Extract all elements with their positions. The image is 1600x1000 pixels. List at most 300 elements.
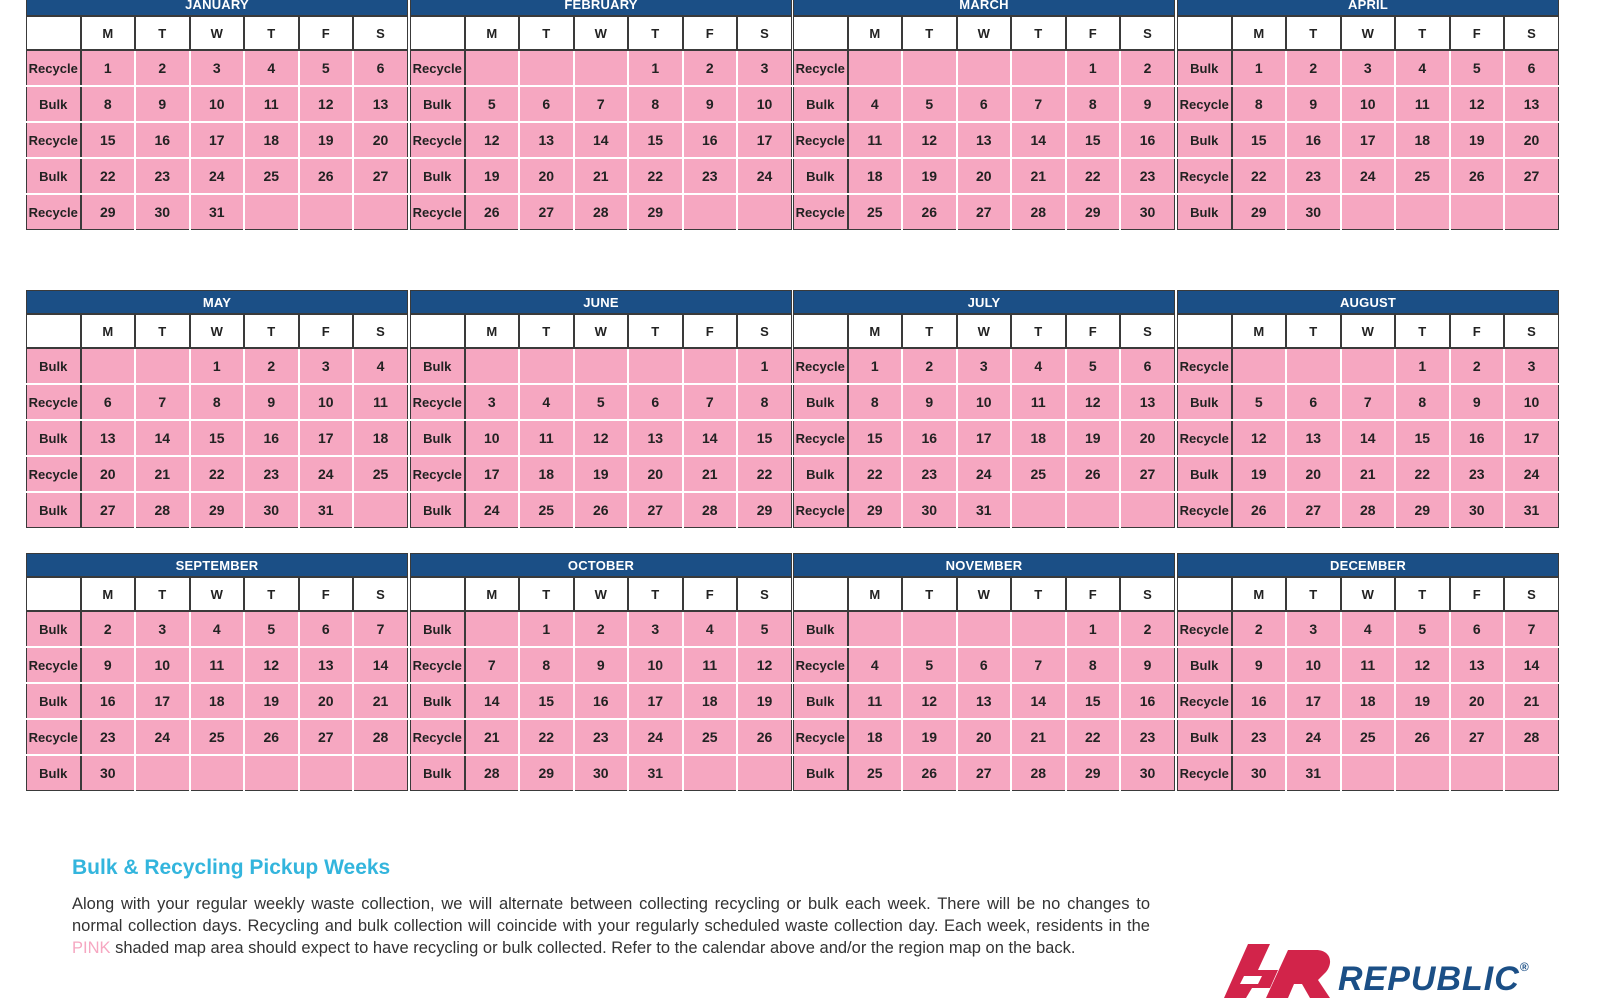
day-cell: 21	[574, 158, 629, 194]
corner-cell	[794, 314, 848, 348]
day-cell: 4	[1395, 50, 1450, 86]
day-cell: 26	[1232, 492, 1287, 528]
day-cell: 20	[1120, 420, 1175, 456]
pickup-type-label: Recycle	[794, 719, 848, 755]
day-cell: 7	[1011, 647, 1066, 683]
month-august	[1177, 290, 1559, 528]
day-cell: 27	[957, 194, 1012, 230]
day-cell: 16	[1286, 122, 1341, 158]
weekday-header: T	[1395, 16, 1450, 50]
day-cell: 22	[1066, 719, 1121, 755]
day-cell: 27	[353, 158, 408, 194]
day-cell: 28	[1011, 194, 1066, 230]
day-cell: 26	[244, 719, 299, 755]
day-cell: 14	[1341, 420, 1396, 456]
day-cell: 4	[683, 611, 738, 647]
week-row	[411, 719, 792, 755]
day-cell: 11	[848, 683, 903, 719]
weekday-header: T	[1286, 16, 1341, 50]
day-cell: 14	[1504, 647, 1559, 683]
day-cell	[683, 194, 738, 230]
day-cell: 14	[1011, 122, 1066, 158]
weekday-header: M	[465, 577, 520, 611]
day-cell: 26	[902, 755, 957, 791]
day-cell: 13	[353, 86, 408, 122]
day-cell: 11	[683, 647, 738, 683]
pickup-type-label: Recycle	[794, 348, 848, 384]
day-cell: 19	[574, 456, 629, 492]
day-cell: 16	[1232, 683, 1287, 719]
day-cell: 9	[902, 384, 957, 420]
pickup-type-label: Recycle	[411, 50, 465, 86]
day-cell: 30	[135, 194, 190, 230]
footer-title: Bulk & Recycling Pickup Weeks	[72, 856, 391, 879]
day-cell	[1011, 50, 1066, 86]
day-cell: 3	[1286, 611, 1341, 647]
day-cell: 29	[1232, 194, 1287, 230]
week-row	[27, 683, 408, 719]
pickup-type-label: Recycle	[411, 194, 465, 230]
day-cell: 12	[902, 683, 957, 719]
day-cell: 5	[737, 611, 792, 647]
weekday-header: S	[1120, 577, 1175, 611]
day-cell: 19	[1450, 122, 1505, 158]
day-cell	[1011, 492, 1066, 528]
day-cell	[519, 348, 574, 384]
week-row	[794, 456, 1175, 492]
week-row	[27, 194, 408, 230]
day-cell: 31	[628, 755, 683, 791]
pickup-type-label: Bulk	[794, 158, 848, 194]
week-row	[1178, 420, 1559, 456]
day-cell: 13	[519, 122, 574, 158]
day-cell: 3	[1341, 50, 1396, 86]
pickup-type-label: Recycle	[411, 384, 465, 420]
week-row	[27, 348, 408, 384]
weekday-header: F	[299, 314, 354, 348]
day-cell	[1232, 348, 1287, 384]
weekday-header: T	[519, 314, 574, 348]
day-cell: 4	[353, 348, 408, 384]
day-cell: 1	[519, 611, 574, 647]
day-cell: 24	[465, 492, 520, 528]
day-cell: 26	[1066, 456, 1121, 492]
month-september	[26, 553, 408, 791]
day-cell: 9	[1286, 86, 1341, 122]
day-cell	[465, 611, 520, 647]
day-cell: 5	[1066, 348, 1121, 384]
weekday-header: T	[1395, 314, 1450, 348]
day-cell: 19	[1395, 683, 1450, 719]
day-cell: 24	[1504, 456, 1559, 492]
day-cell	[1450, 194, 1505, 230]
week-row	[411, 50, 792, 86]
weekday-header: W	[574, 16, 629, 50]
pickup-type-label: Recycle	[1178, 158, 1232, 194]
day-cell: 5	[1450, 50, 1505, 86]
day-cell: 26	[574, 492, 629, 528]
weekday-header: W	[574, 577, 629, 611]
day-cell: 13	[1120, 384, 1175, 420]
weekday-header: M	[848, 314, 903, 348]
day-cell: 10	[190, 86, 245, 122]
weekday-header: M	[465, 314, 520, 348]
weekday-header: F	[683, 577, 738, 611]
day-cell: 12	[1232, 420, 1287, 456]
day-cell: 24	[628, 719, 683, 755]
month-november	[793, 553, 1175, 791]
pickup-type-label: Recycle	[794, 647, 848, 683]
pickup-type-label: Bulk	[411, 683, 465, 719]
weekday-header: T	[135, 314, 190, 348]
week-row	[794, 683, 1175, 719]
day-cell: 11	[1395, 86, 1450, 122]
corner-cell	[27, 314, 81, 348]
day-cell: 23	[683, 158, 738, 194]
weekday-header: S	[737, 577, 792, 611]
footer-text-before: Along with your regular weekly waste collection, we will alternate between collecting recycling or bulk each week. There will be no changes to normal collection days. Recycling and bulk collection will coincide with your regularly scheduled waste collection day. Each week, residents in the	[72, 895, 1150, 935]
day-cell: 11	[848, 122, 903, 158]
week-row	[794, 384, 1175, 420]
day-cell: 18	[1011, 420, 1066, 456]
day-cell: 3	[465, 384, 520, 420]
week-row	[27, 755, 408, 791]
pickup-type-label: Bulk	[794, 384, 848, 420]
weekday-header: M	[1232, 16, 1287, 50]
weekday-header: S	[1504, 314, 1559, 348]
day-cell: 10	[628, 647, 683, 683]
day-cell: 29	[1395, 492, 1450, 528]
day-cell: 9	[1450, 384, 1505, 420]
weekday-header: S	[737, 16, 792, 50]
day-cell: 15	[190, 420, 245, 456]
week-row	[1178, 86, 1559, 122]
day-cell: 13	[1286, 420, 1341, 456]
weekday-header: T	[1011, 577, 1066, 611]
day-cell: 6	[519, 86, 574, 122]
day-cell: 9	[1120, 86, 1175, 122]
weekday-header: W	[957, 577, 1012, 611]
day-cell: 1	[628, 50, 683, 86]
pickup-type-label: Recycle	[411, 647, 465, 683]
day-cell: 23	[1450, 456, 1505, 492]
day-cell: 25	[848, 194, 903, 230]
day-cell: 30	[1120, 755, 1175, 791]
week-row	[411, 456, 792, 492]
day-cell: 23	[135, 158, 190, 194]
week-row	[411, 683, 792, 719]
pickup-type-label: Recycle	[1178, 683, 1232, 719]
day-cell: 2	[81, 611, 136, 647]
week-row	[1178, 348, 1559, 384]
day-cell	[81, 348, 136, 384]
pickup-type-label: Recycle	[794, 492, 848, 528]
weekday-header: F	[299, 577, 354, 611]
day-cell: 10	[465, 420, 520, 456]
day-cell: 22	[519, 719, 574, 755]
day-cell: 11	[1011, 384, 1066, 420]
day-cell: 24	[1341, 158, 1396, 194]
day-cell: 17	[299, 420, 354, 456]
day-cell: 2	[902, 348, 957, 384]
weekday-header: T	[244, 577, 299, 611]
day-cell	[1341, 194, 1396, 230]
day-cell: 6	[957, 86, 1012, 122]
month-name: MARCH	[794, 0, 1175, 16]
day-cell: 17	[465, 456, 520, 492]
day-cell: 16	[81, 683, 136, 719]
day-cell	[1286, 348, 1341, 384]
day-cell: 5	[299, 50, 354, 86]
weekday-header: T	[1011, 16, 1066, 50]
week-row	[411, 86, 792, 122]
day-cell: 3	[957, 348, 1012, 384]
day-cell: 15	[1395, 420, 1450, 456]
day-cell: 27	[299, 719, 354, 755]
day-cell	[353, 194, 408, 230]
day-cell: 12	[299, 86, 354, 122]
day-cell: 31	[957, 492, 1012, 528]
month-name: JANUARY	[27, 0, 408, 16]
weekday-header: T	[902, 16, 957, 50]
day-cell: 30	[1232, 755, 1287, 791]
day-cell	[574, 348, 629, 384]
day-cell	[465, 348, 520, 384]
pickup-type-label: Bulk	[1178, 194, 1232, 230]
day-cell: 2	[1232, 611, 1287, 647]
day-cell: 9	[81, 647, 136, 683]
month-name: DECEMBER	[1178, 554, 1559, 578]
day-cell	[957, 50, 1012, 86]
day-cell: 6	[1120, 348, 1175, 384]
weekday-header: S	[1504, 577, 1559, 611]
day-cell: 5	[1395, 611, 1450, 647]
day-cell: 9	[683, 86, 738, 122]
logo-registered-mark: ®	[1519, 960, 1530, 974]
day-cell: 25	[519, 492, 574, 528]
day-cell: 9	[1232, 647, 1287, 683]
pickup-type-label: Bulk	[1178, 384, 1232, 420]
day-cell: 6	[1504, 50, 1559, 86]
day-cell: 13	[81, 420, 136, 456]
pickup-type-label: Bulk	[411, 86, 465, 122]
month-name: NOVEMBER	[794, 554, 1175, 578]
day-cell: 22	[1232, 158, 1287, 194]
day-cell: 8	[1066, 86, 1121, 122]
day-cell: 19	[1066, 420, 1121, 456]
month-may	[26, 290, 408, 528]
corner-cell	[411, 577, 465, 611]
week-row	[794, 719, 1175, 755]
day-cell: 15	[519, 683, 574, 719]
week-row	[27, 611, 408, 647]
day-cell: 27	[1450, 719, 1505, 755]
day-cell: 19	[244, 683, 299, 719]
day-cell: 28	[135, 492, 190, 528]
day-cell: 19	[902, 719, 957, 755]
day-cell: 22	[81, 158, 136, 194]
day-cell: 1	[1066, 50, 1121, 86]
day-cell: 19	[299, 122, 354, 158]
day-cell: 18	[683, 683, 738, 719]
day-cell	[353, 755, 408, 791]
day-cell: 20	[81, 456, 136, 492]
weekday-header: F	[683, 16, 738, 50]
weekday-header: T	[902, 577, 957, 611]
day-cell: 12	[1066, 384, 1121, 420]
day-cell: 22	[190, 456, 245, 492]
pickup-type-label: Bulk	[794, 611, 848, 647]
week-row	[27, 122, 408, 158]
day-cell	[1341, 755, 1396, 791]
day-cell: 22	[628, 158, 683, 194]
day-cell	[299, 194, 354, 230]
week-row	[1178, 122, 1559, 158]
weekday-header: T	[135, 16, 190, 50]
day-cell: 24	[135, 719, 190, 755]
week-row	[1178, 384, 1559, 420]
day-cell: 23	[244, 456, 299, 492]
corner-cell	[27, 16, 81, 50]
day-cell: 8	[848, 384, 903, 420]
day-cell: 26	[737, 719, 792, 755]
pickup-type-label: Bulk	[411, 611, 465, 647]
day-cell: 28	[1504, 719, 1559, 755]
day-cell: 13	[1504, 86, 1559, 122]
day-cell: 23	[1232, 719, 1287, 755]
day-cell: 16	[244, 420, 299, 456]
month-name: OCTOBER	[411, 554, 792, 578]
day-cell: 28	[574, 194, 629, 230]
day-cell: 12	[902, 122, 957, 158]
weekday-header: M	[81, 314, 136, 348]
day-cell: 15	[1066, 683, 1121, 719]
day-cell: 27	[1120, 456, 1175, 492]
month-january	[26, 0, 408, 230]
week-row	[794, 86, 1175, 122]
day-cell: 18	[244, 122, 299, 158]
day-cell: 18	[519, 456, 574, 492]
pickup-type-label: Bulk	[27, 755, 81, 791]
day-cell: 10	[1286, 647, 1341, 683]
week-row	[27, 719, 408, 755]
day-cell	[737, 194, 792, 230]
day-cell	[1011, 611, 1066, 647]
weekday-header: T	[135, 577, 190, 611]
week-row	[27, 158, 408, 194]
day-cell: 6	[299, 611, 354, 647]
day-cell: 25	[1341, 719, 1396, 755]
week-row	[1178, 50, 1559, 86]
day-cell: 15	[1066, 122, 1121, 158]
day-cell: 25	[1011, 456, 1066, 492]
weekday-header: W	[1341, 577, 1396, 611]
corner-cell	[27, 577, 81, 611]
day-cell: 16	[574, 683, 629, 719]
day-cell: 25	[190, 719, 245, 755]
day-cell: 19	[902, 158, 957, 194]
pickup-type-label: Bulk	[27, 492, 81, 528]
day-cell: 29	[848, 492, 903, 528]
day-cell: 7	[135, 384, 190, 420]
month-june	[410, 290, 792, 528]
day-cell: 20	[353, 122, 408, 158]
day-cell: 23	[1286, 158, 1341, 194]
day-cell: 6	[81, 384, 136, 420]
day-cell: 13	[299, 647, 354, 683]
pickup-type-label: Recycle	[794, 122, 848, 158]
day-cell: 23	[1120, 158, 1175, 194]
footer-text-after: shaded map area should expect to have recycling or bulk collected. Refer to the calendar above and/or the region map on the back.	[110, 939, 1076, 957]
day-cell: 16	[1450, 420, 1505, 456]
week-row	[1178, 456, 1559, 492]
week-row	[1178, 492, 1559, 528]
day-cell	[1395, 755, 1450, 791]
week-row	[411, 755, 792, 791]
day-cell: 24	[190, 158, 245, 194]
day-cell: 2	[1120, 611, 1175, 647]
week-row	[411, 492, 792, 528]
week-row	[411, 420, 792, 456]
day-cell: 2	[135, 50, 190, 86]
pickup-type-label: Bulk	[411, 420, 465, 456]
pickup-type-label: Recycle	[1178, 86, 1232, 122]
pickup-type-label: Recycle	[27, 456, 81, 492]
corner-cell	[411, 16, 465, 50]
day-cell: 20	[1450, 683, 1505, 719]
day-cell: 7	[1341, 384, 1396, 420]
day-cell: 12	[574, 420, 629, 456]
day-cell: 28	[683, 492, 738, 528]
day-cell: 10	[135, 647, 190, 683]
pickup-type-label: Bulk	[411, 348, 465, 384]
day-cell: 6	[353, 50, 408, 86]
corner-cell	[1178, 314, 1232, 348]
weekday-header: T	[1395, 577, 1450, 611]
day-cell: 5	[902, 647, 957, 683]
day-cell: 8	[628, 86, 683, 122]
day-cell: 17	[737, 122, 792, 158]
day-cell: 20	[1504, 122, 1559, 158]
republic-logo-text	[1338, 960, 1530, 999]
day-cell: 28	[1011, 755, 1066, 791]
day-cell: 8	[190, 384, 245, 420]
day-cell: 5	[902, 86, 957, 122]
day-cell: 8	[81, 86, 136, 122]
week-row	[27, 50, 408, 86]
month-name: APRIL	[1178, 0, 1559, 16]
day-cell: 20	[628, 456, 683, 492]
week-row	[27, 647, 408, 683]
week-row	[1178, 755, 1559, 791]
pickup-type-label: Bulk	[794, 86, 848, 122]
week-row	[411, 384, 792, 420]
week-row	[1178, 683, 1559, 719]
weekday-header: T	[628, 577, 683, 611]
weekday-header: W	[1341, 314, 1396, 348]
day-cell: 1	[848, 348, 903, 384]
day-cell: 27	[519, 194, 574, 230]
weekday-header: M	[465, 16, 520, 50]
corner-cell	[1178, 16, 1232, 50]
weekday-header: M	[848, 16, 903, 50]
day-cell: 17	[628, 683, 683, 719]
day-cell: 9	[135, 86, 190, 122]
logo-name: REPUBLIC	[1338, 960, 1520, 998]
day-cell: 4	[1341, 611, 1396, 647]
pickup-type-label: Bulk	[1178, 50, 1232, 86]
day-cell: 24	[957, 456, 1012, 492]
